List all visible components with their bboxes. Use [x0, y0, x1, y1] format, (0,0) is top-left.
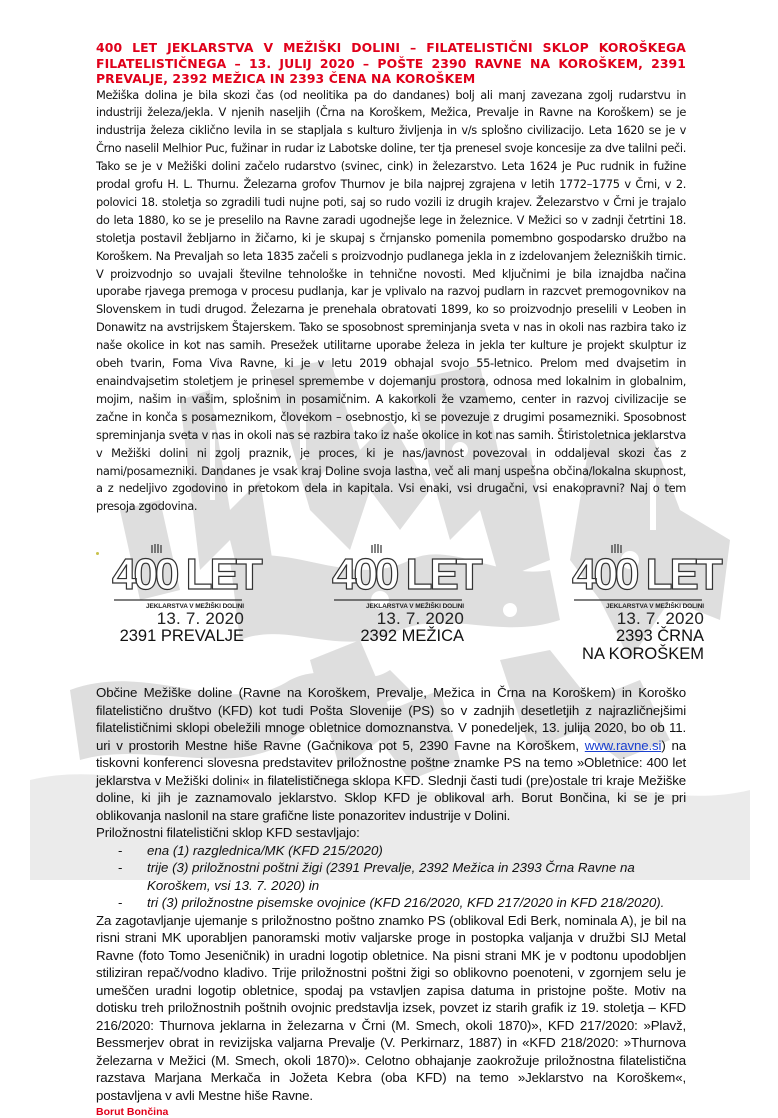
400-let-logo: [332, 544, 480, 602]
list-dash: -: [118, 895, 123, 911]
list-item-text: trije (3) priložnostni poštni žigi (2391 Prevalje, 2392 Mežica in 2393 Črna Ravne na Koroškem, vsi 13. 7. 2020) in: [147, 860, 635, 893]
logo-text: 400 LET: [332, 550, 480, 600]
400-let-logo: [112, 544, 260, 602]
postmark-mezica: [314, 544, 480, 646]
logo-text: 400 LET: [112, 550, 260, 600]
postmark-place: 2393 ČRNA: [615, 627, 704, 646]
second-paragraph-text-cont: ) na tiskovni konferenci slovesna predstavitev priložnostne poštne znamke PS na temo »Obletnice: 400 let jeklarstva v Mežiški dolini« in filatelističnega sklopa KFD. Slednji časti tudi (pre)ostale tri kraje Mežiške doline, ki jih je zaznamovalo jeklarstvo. Sklop KFD je oblikoval arh. Borut Bončina, ki se je pri oblikovanja naslonil na stare grafične liste ponazoritev industrije v Dolini.: [96, 737, 686, 823]
intro-paragraph: Mežiška dolina je bila skozi čas (od neolitika pa do dandanes) bolj ali manj zavezana zgolj rudarstvu in industriji železa/jekla. V njenih naseljih (Črna na Koroškem, Mežica, Prevalje in Ravne na Koroškem) se je industrija železa ciklično levila in se stapljala s kulturo življenja in v/s splošno civilizacijo. Leta 1620 se je v Črno naselil Melhior Puc, fužinar in rudar iz Labotske doline, ter tja prenesel svoje koncesije za dve talilni peči. Tako se je v Mežiški dolini začelo rudarstvo (svinec, cink) in železarstvo. Leta 1624 je Puc rudnik in fužine prodal grofu H. L. Thurnu. Železarna grofov Thurnov je bila najprej zgrajena v letih 1772–1775 v Črni, v 2. polovici 18. stoletja so zgradili tudi nujne poti, saj so rudo vozili iz drugih krajev. Železarstvo v Črni je trajalo do leta 1880, ko se je preselilo na Ravne zaradi ugodnejše lege in železnice. V Mežici so v zadnji četrtini 18. stoletja postavil žebljarno in žičarno, ki je skupaj s črnjansko pomenila pomembno gospodarsko družbo na Koroškem. Na Prevaljah so leta 1835 začeli s proizvodnjo pudlanega jekla in z izdelovanjem železniških tirnic. V proizvodnjo so uvajali številne tehnološke in tehnične novosti. Med ključnimi je bila iznajdba načina uporabe rjavega premoga v procesu pudlanja, kar je vplivalo na razvoj pudlarn in razcvet premogovnikov na Slovenskem in tudi drugod. Železarna je prenehala obratovati 1899, ko so proizvodnjo preselili v Leoben in Donawitz na avstrijskem Štajerskem. Tako se sposobnost spreminjanja sveta v nas in okoli nas razbira tako iz naše okolice in kot nas samih. Presežek utilitarne uporabe železa in jekla ter kulture je projekt skulptur iz obeh tvarin, Foma Viva Ravne, ki je v letu 2019 obhajal svojo 55-letnico. Prelom med dvajsetim in enaindvajsetim stoletjem je prinesel spremembe v dojemanju prostora, odnosa med lokalnim in globalnim, mojim, našim in vašim, splošnim in posamičnim. A kakorkoli že vzamemo, center in razvoj civilizacije se začne in konča s posameznikom, človekom – osebnostjo, ki se povezuje z drugimi posamezniki. Sposobnost spreminjanja sveta v nas in okoli nas se razbira tako iz naše okolice in kot nas samih. Štiristoletnica jeklarstva v Mežiški dolini ni zgolj praznik, je proces, ki je nas/javnost povezoval in oddaljeval skozi čas z nami/posamezniki. Dandanes je vsak kraj Doline svoja lastna, več ali manj uspešna občina/lokalna skupnost, a z nedeljivo zgodovino in pretokom dela in kapitala. Vsi enaki, vsi drugačni, vsi enakopravni? Naj o tem presoja zgodovina.: [96, 87, 686, 514]
postmark-subtitle: JEKLARSTVA V MEŽIŠKI DOLINI: [365, 603, 464, 611]
postmark-place: 2391 PREVALJE: [119, 627, 244, 646]
list-item-text: tri (3) priložnostne pisemske ovojnice (KFD 216/2020, KFD 217/2020 in KFD 218/2020).: [147, 895, 665, 911]
list-item-text: ena (1) razglednica/MK (KFD 215/2020): [147, 842, 383, 858]
list-item: [118, 894, 686, 912]
postmark-date: 13. 7. 2020: [376, 609, 464, 629]
logo-text: 400 LET: [572, 550, 720, 600]
ravne-website-link[interactable]: www.ravne.si: [584, 737, 662, 753]
list-dash: -: [118, 842, 123, 858]
article-headline: 400 LET JEKLARSTVA V MEŽIŠKI DOLINI – FILATELISTIČNI SKLOP KOROŠKEGA FILATELISTIČNEGA – 13. JULIJ 2020 – POŠTE 2390 RAVNE NA KOROŠKEM, 2391 PREVALJE, 2392 MEŽICA IN 2393 ČENA NA KOROŠKEM: [96, 40, 686, 86]
list-intro: Priložnostni filatelistični sklop KFD sestavljajo:: [96, 825, 360, 841]
list-dash: -: [118, 860, 123, 876]
component-list: [96, 842, 686, 912]
list-item: [118, 859, 686, 894]
author-byline: Borut Bončina: [96, 1106, 169, 1118]
postmarks-row: [96, 544, 720, 684]
postmark-prevalje: [94, 544, 260, 646]
second-paragraph-text: Občine Mežiške doline (Ravne na Koroškem, Prevalje, Mežica in Črna na Koroškem) in Koroško filatelistično društvo (KFD) kot tudi Pošta Slovenije (PS) so v zadnjih desetletjih z najrazličnejšimi filatelističnimi sklopi obeležili mnoge obletnice domoznanstva. V ponedeljek, 13. julija 2020, bo ob 11. uri v prostorih Mestne hiše Ravne (Gačnikova pot 5, 2390 Favne na Koroškem,: [96, 685, 686, 753]
postmark-subtitle: JEKLARSTVA V MEŽIŠKI DOLINI: [605, 603, 704, 611]
postmark-place-line2: NA KOROŠKEM: [582, 645, 704, 664]
400-let-logo: [572, 544, 720, 602]
postmark-crna: [554, 544, 720, 664]
third-paragraph: Za zagotavljanje ujemanje s priložnostno poštno znamko PS (oblikoval Edi Berk, nominala A), je bil na risni strani MK uporabljen panoramski motiv valjarske proge in postopka valjanja v družbi SIJ Metal Ravne (foto Tomo Jeseničnik) in uradni logotip obletnice. Na pisni strani MK je v podtonu upodobljen stiliziran repač/vodno kladivo. Trije priložnostni poštni žigi so oblikovno poenoteni, v zgornjem selu je umeščen uradni logotip obletnice, spodaj pa vstavljen zapisa datuma in pristojne pošte. Motiv na dotisku treh priložnostnih poštnih ovojnic predstavlja izsek, povzet iz starih grafik iz 19. stoletja – KFD 216/2020: Thurnova jeklarna in železarna v Črni (M. Smech, okoli 1870)», KFD 217/2020: »Plavž, Bessmerjev obrat in revizijska valjarna Prevalje (V. Perkirnarz, 1887) in «KFD 218/2020: »Thurnova železarna v Mežici (M. Smech, okoli 1870)». Celotno obhajanje zaokrožuje priložnostna filatelistična razstava Marjana Merkača in Jožeta Kebra (oba KFD) na temo »Jeklarstvo na Koroškem«, postavljena v avli Mestne hiše Ravne.: [96, 912, 686, 1103]
second-paragraph: [96, 684, 686, 824]
postmark-place: 2392 MEŽICA: [360, 627, 464, 646]
postmark-date: 13. 7. 2020: [156, 609, 244, 629]
article: [96, 40, 720, 1118]
list-item: [118, 842, 686, 860]
postmark-date: 13. 7. 2020: [616, 609, 704, 629]
postmark-subtitle: JEKLARSTVA V MEŽIŠKI DOLINI: [145, 603, 244, 611]
